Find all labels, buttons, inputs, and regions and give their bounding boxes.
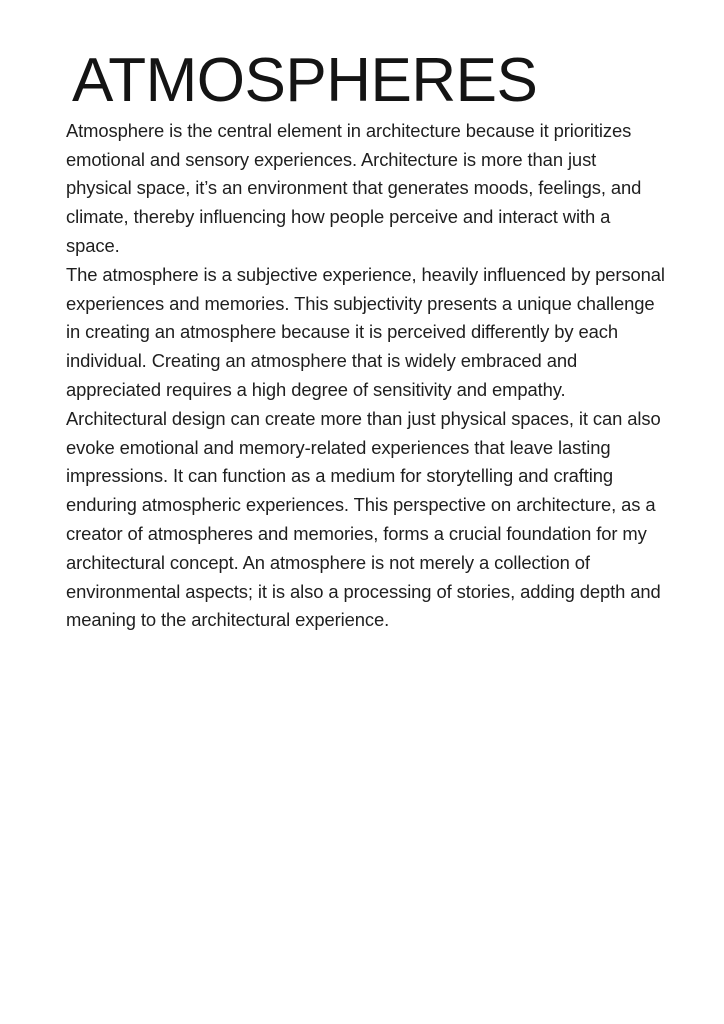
- body-paragraph-1: Atmosphere is the central element in architecture because it prioritizes emotional and sensory experiences. Architecture is more than just physical space, it’s an environment that generates moods, feelings, and climate, thereby influencing how people perceive and interact with a space.: [66, 119, 642, 257]
- body-paragraph-2: The atmosphere is a subjective experience, heavily influenced by personal experiences and memories. This subjectivity presents a unique challenge in creating an atmosphere because it is perceived differently by each individual. Creating an atmosphere that is widely embraced and appreciated requires a high degree of sensitivity and empathy.: [66, 263, 665, 401]
- page-title: ATMOSPHERES: [72, 46, 538, 115]
- body-paragraph-3: Architectural design can create more than just physical spaces, it can also evoke emotional and memory-related experiences that leave lasting impressions. It can function as a medium for storytelling and crafting enduring atmospheric experiences. This perspective on architecture, as a creator of atmospheres and memories, forms a crucial foundation for my architectural concept. An atmosphere is not merely a collection of environmental aspects; it is also a processing of stories, adding depth and meaning to the architectural experience.: [66, 407, 661, 631]
